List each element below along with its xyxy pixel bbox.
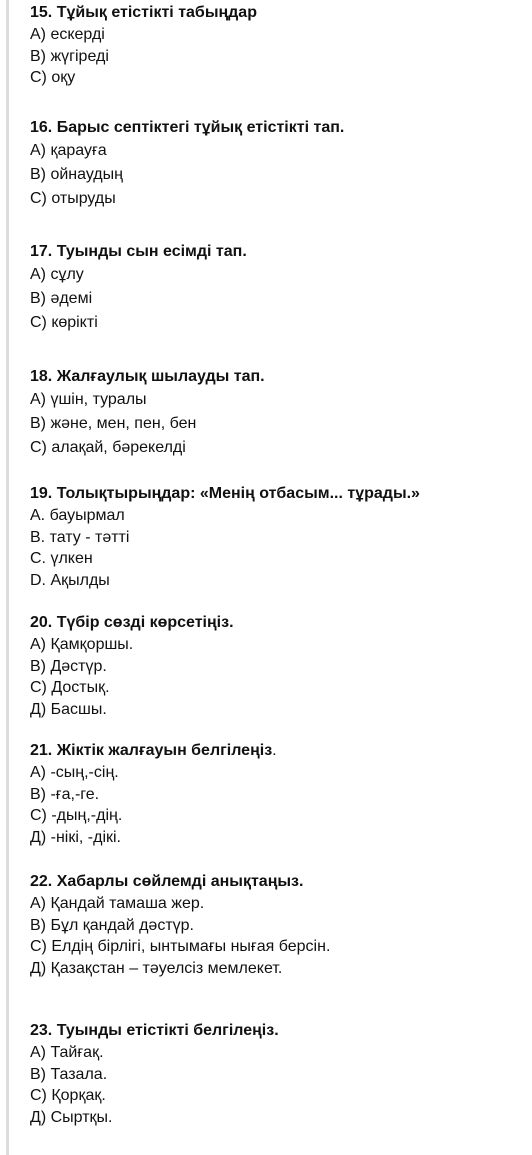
answer-option-a: А) Қандай тамаша жер. [30, 895, 205, 912]
question-18 [30, 366, 525, 460]
answer-option-b: В) Бұл қандай дәстүр. [30, 916, 194, 934]
answer-option-c: С) көрікті [30, 314, 98, 331]
answer-option-b: В) ойнаудың [30, 166, 123, 183]
question-23 [30, 1020, 525, 1128]
question-title: 20. Түбір сөзді көрсетіңіз. [30, 614, 234, 631]
question-title: 19. Толықтырыңдар: «Менің отбасым... тұрады.» [30, 485, 420, 502]
answer-option-a: А) Қамқоршы. [30, 636, 134, 653]
answer-option-c: С. үлкен [30, 550, 93, 567]
answer-option-b: В) Дәстүр. [30, 657, 107, 675]
question-22 [30, 871, 525, 979]
answer-option-a: А) қарауға [30, 142, 107, 159]
question-title: 16. Барыс септіктегі тұйық етістікті тап. [30, 119, 345, 136]
question-title: 22. Хабарлы сөйлемді анықтаңыз. [30, 873, 304, 890]
question-title: 23. Туынды етістікті белгілеңіз. [30, 1022, 279, 1039]
answer-option-c: С) отыруды [30, 190, 116, 207]
question-title: 18. Жалғаулық шылауды тап. [30, 368, 265, 385]
answer-option-d: D. Ақылды [30, 571, 110, 589]
question-title: 21. Жіктік жалғауын белгілеңіз. [30, 742, 277, 759]
answer-option-c: С) оқу [30, 69, 76, 86]
answer-option-b: В) жүгіреді [30, 47, 109, 65]
title-period: . [272, 742, 277, 759]
question-20 [30, 612, 525, 720]
question-16 [30, 117, 525, 211]
question-19 [30, 483, 525, 591]
answer-option-b: В) Тазала. [30, 1065, 108, 1083]
question-15 [30, 2, 525, 89]
answer-option-c: С) алақай, бәрекелді [30, 439, 186, 456]
question-17 [30, 241, 525, 335]
left-margin-rule [6, 0, 9, 1155]
answer-option-c: С) Елдің бірлігі, ынтымағы нығая берсін. [30, 938, 331, 955]
answer-option-a: А. бауырмал [30, 507, 125, 524]
answer-option-a: А) үшін, туралы [30, 391, 147, 408]
answer-option-a: А) -сың,-сің. [30, 764, 119, 781]
answer-option-c: С) Қорқақ. [30, 1087, 106, 1104]
answer-option-c: С) Достық. [30, 679, 110, 696]
answer-option-b: В) және, мен, пен, бен [30, 415, 197, 432]
answer-option-d: Д) Сыртқы. [30, 1108, 113, 1126]
answer-option-b: В) әдемі [30, 290, 93, 307]
question-title: 17. Туынды сын есімді тап. [30, 243, 247, 260]
answer-option-c: С) -дың,-дің. [30, 807, 123, 824]
answer-option-d: Д) Қазақстан – тәуелсіз мемлекет. [30, 959, 283, 977]
answer-option-b: В. тату - тәтті [30, 528, 130, 546]
answer-option-a: А) сұлу [30, 266, 84, 283]
question-title: 15. Тұйық етістікті табыңдар [30, 4, 257, 21]
answer-option-d: Д) -нікі, -дікі. [30, 828, 121, 846]
answer-option-d: Д) Басшы. [30, 700, 107, 718]
answer-option-a: А) Тайғақ. [30, 1044, 104, 1061]
answer-option-a: А) ескерді [30, 26, 105, 43]
answer-option-b: В) -ға,-ге. [30, 785, 100, 803]
question-21 [30, 740, 525, 848]
